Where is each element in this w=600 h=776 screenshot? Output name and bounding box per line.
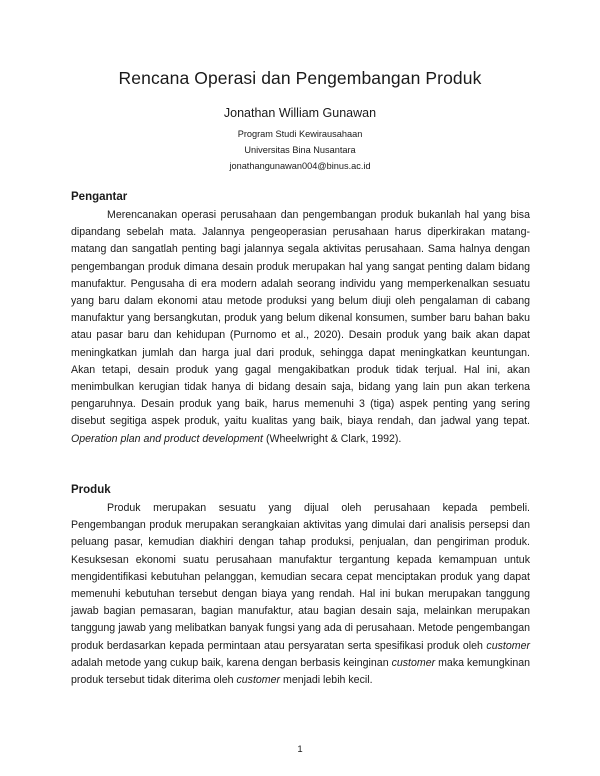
paragraph — [71, 207, 530, 448]
paragraph-italic-text: Operation plan and product development — [71, 432, 263, 445]
paragraph — [71, 500, 530, 689]
paragraph-italic-text: customer — [236, 674, 281, 687]
paragraph-text: maka kemungkinan produk tersebut tidak diterima oleh — [71, 656, 530, 687]
paper-title: Rencana Operasi dan Pengembangan Produk — [118, 68, 482, 88]
paragraph-italic-text: customer — [391, 656, 436, 669]
author-email: jonathangunawan004@binus.ac.id — [229, 161, 371, 171]
author-name: Jonathan William Gunawan — [223, 106, 377, 120]
paragraph-text: adalah metode yang cukup baik, karena dengan berbasis keinginan — [71, 656, 389, 669]
section-body-produk — [71, 500, 530, 689]
paragraph-italic-text: customer — [486, 639, 530, 652]
page-number: 1 — [297, 744, 303, 755]
program-name: Program Studi Kewirausahaan — [237, 129, 363, 139]
section-body-pengantar — [71, 207, 530, 448]
affiliation-block — [0, 126, 600, 174]
paragraph-text: Merencanakan operasi perusahaan dan pengembangan produk bukanlah hal yang bisa dipandang sebelah mata. Jalannya pengeoperasian perusahaan harus diperkirakan matang-matang dan sangatlah penting bagi jalannya segala aktivitas perusahaan. Sama halnya dengan pengembangan produk dimana desain produk merupakan hal yang sangat penting dalam bidang manufaktur. Pengusaha di era modern adalah seorang individu yang memperkenalkan sesuatu yang baru dalam ekonomi atau metode produksi yang belum diuji oleh pengalaman di cabang manufaktur yang bersangkutan, produk yang belum dikenal konsumen, sumber baru bahan baku atau pasar baru dan kehidupan (Purnomo et al., 2020). Desain produk yang baik akan dapat meningkatkan jumlah dan harga jual dari produk, sehingga dapat meningkatkan keuntungan. Akan tetapi, desain produk yang gagal mengakibatkan produk tidak terjual. Hal ini, akan menimbulkan kerugian tidak hanya di bidang desain saja, bidang yang lain pun akan terkena pengaruhnya. Desain produk yang baik, harus memenuhi 3 (tiga) aspek penting yang sering disebut segitiga aspek produk, yaitu kualitas yang baik, biaya rendah, dan jadwal yang tepat. — [71, 209, 530, 428]
paragraph-text: Produk merupakan sesuatu yang dijual oleh perusahaan kepada pembeli. Pengembangan produk merupakan serangkaian aktivitas yang dimulai dari analisis persepsi dan peluang pasar, kemudian diakhiri dengan tahap produksi, penjualan, dan pengiriman produk. Kesuksesan ekonomi suatu perusahaan manufaktur tergantung kepada kemampuan untuk mengidentifikasi kebutuhan pelanggan, kemudian secara cepat menciptakan produk yang dapat memenuhi kebutuhan tersebut dengan biaya yang rendah. Hal ini bukan merupakan tanggung jawab bagian pemasaran, bagian manufaktur, atau bagian desain saja, melainkan merupakan tanggung jawab yang melibatkan banyak fungsi yang ada di perusahaan. Metode pengembangan produk berdasarkan kepada permintaan atau persyaratan serta spesifikasi produk oleh — [71, 502, 530, 652]
paragraph-text: (Wheelwright & Clark, 1992). — [265, 432, 402, 445]
university-name: Universitas Bina Nusantara — [244, 145, 356, 155]
section-heading-produk: Produk — [71, 484, 111, 496]
paragraph-text: menjadi lebih kecil. — [283, 674, 373, 687]
section-heading-pengantar: Pengantar — [71, 191, 128, 203]
